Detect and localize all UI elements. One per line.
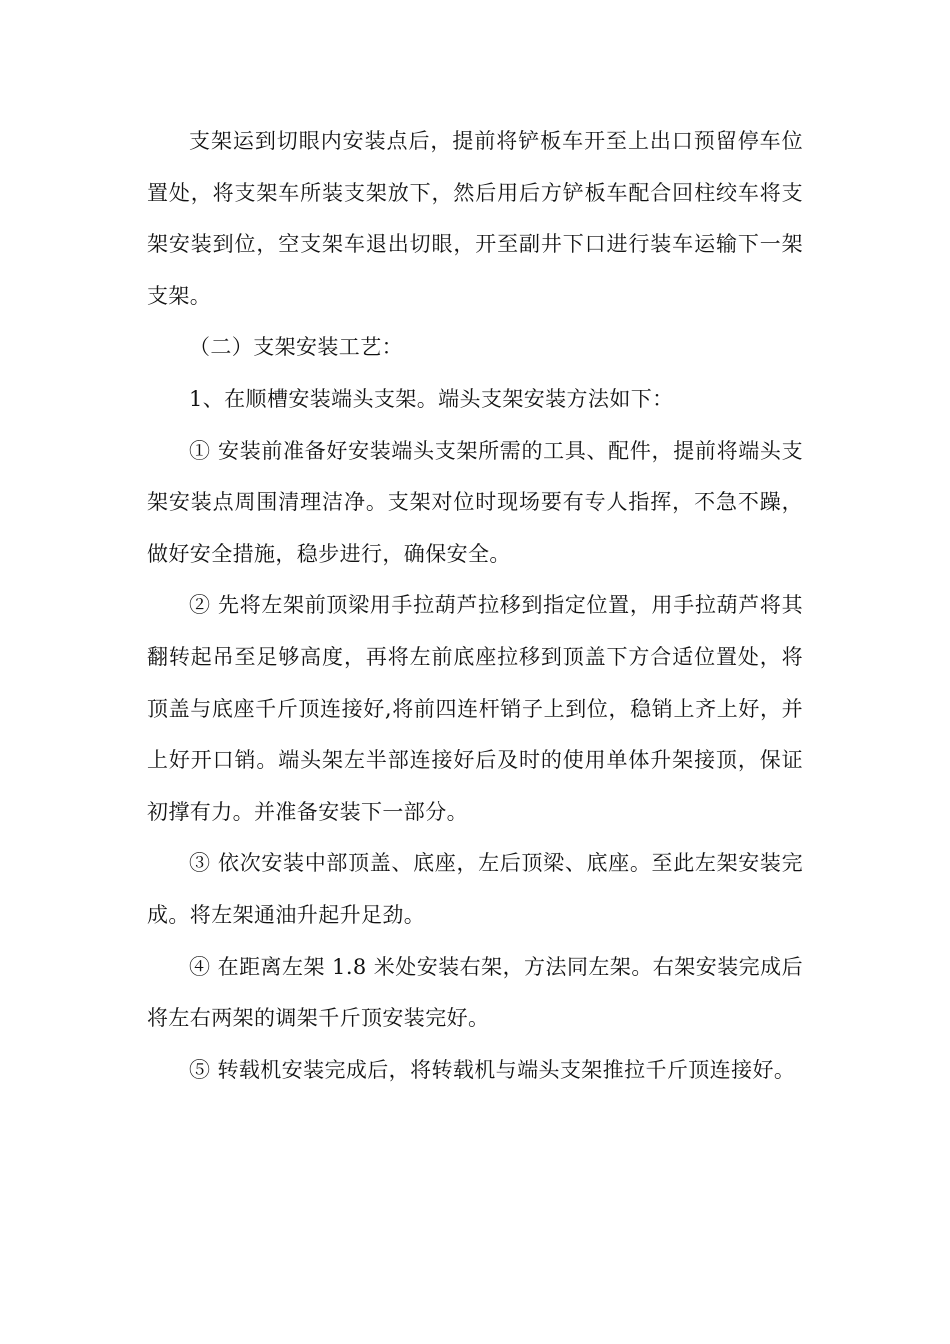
paragraph-step-1: 1、在顺槽安装端头支架。端头支架安装方法如下： (189, 386, 674, 411)
paragraph-item-2: ② 先将左架前顶梁用手拉葫芦拉移到指定位置，用手拉葫芦将其翻转起吊至足够高度，再将左前底座拉移到顶盖下方合适位置处，将顶盖与底座千斤顶连接好,将前四连杆销子上到位，稳销上齐上好，并上好开口销。端头架左半部连接好后及时的使用单体升架接顶，保证初撑有力。并准备安装下一部分。 (147, 593, 803, 824)
section-heading-installation-process: （二）支架安装工艺： (189, 335, 403, 360)
paragraph-item-1: ① 安装前准备好安装端头支架所需的工具、配件，提前将端头支架安装点周围清理洁净。支架对位时现场要有专人指挥，不急不躁，做好安全措施，稳步进行，确保安全。 (147, 438, 803, 566)
paragraph-item-5: ⑤ 转载机安装完成后，将转载机与端头支架推拉千斤顶连接好。 (189, 1057, 796, 1082)
document-body (147, 116, 803, 1096)
paragraph-item-3: ③ 依次安装中部顶盖、底座，左后顶梁、底座。至此左架安装完成。将左架通油升起升足劲。 (147, 851, 803, 927)
paragraph-transport: 支架运到切眼内安装点后，提前将铲板车开至上出口预留停车位置处，将支架车所装支架放下，然后用后方铲板车配合回柱绞车将支架安装到位，空支架车退出切眼，开至副井下口进行装车运输下一架支架。 (147, 129, 803, 308)
paragraph-item-4: ④ 在距离左架 1.8 米处安装右架，方法同左架。右架安装完成后将左右两架的调架千斤顶安装完好。 (147, 954, 803, 1031)
